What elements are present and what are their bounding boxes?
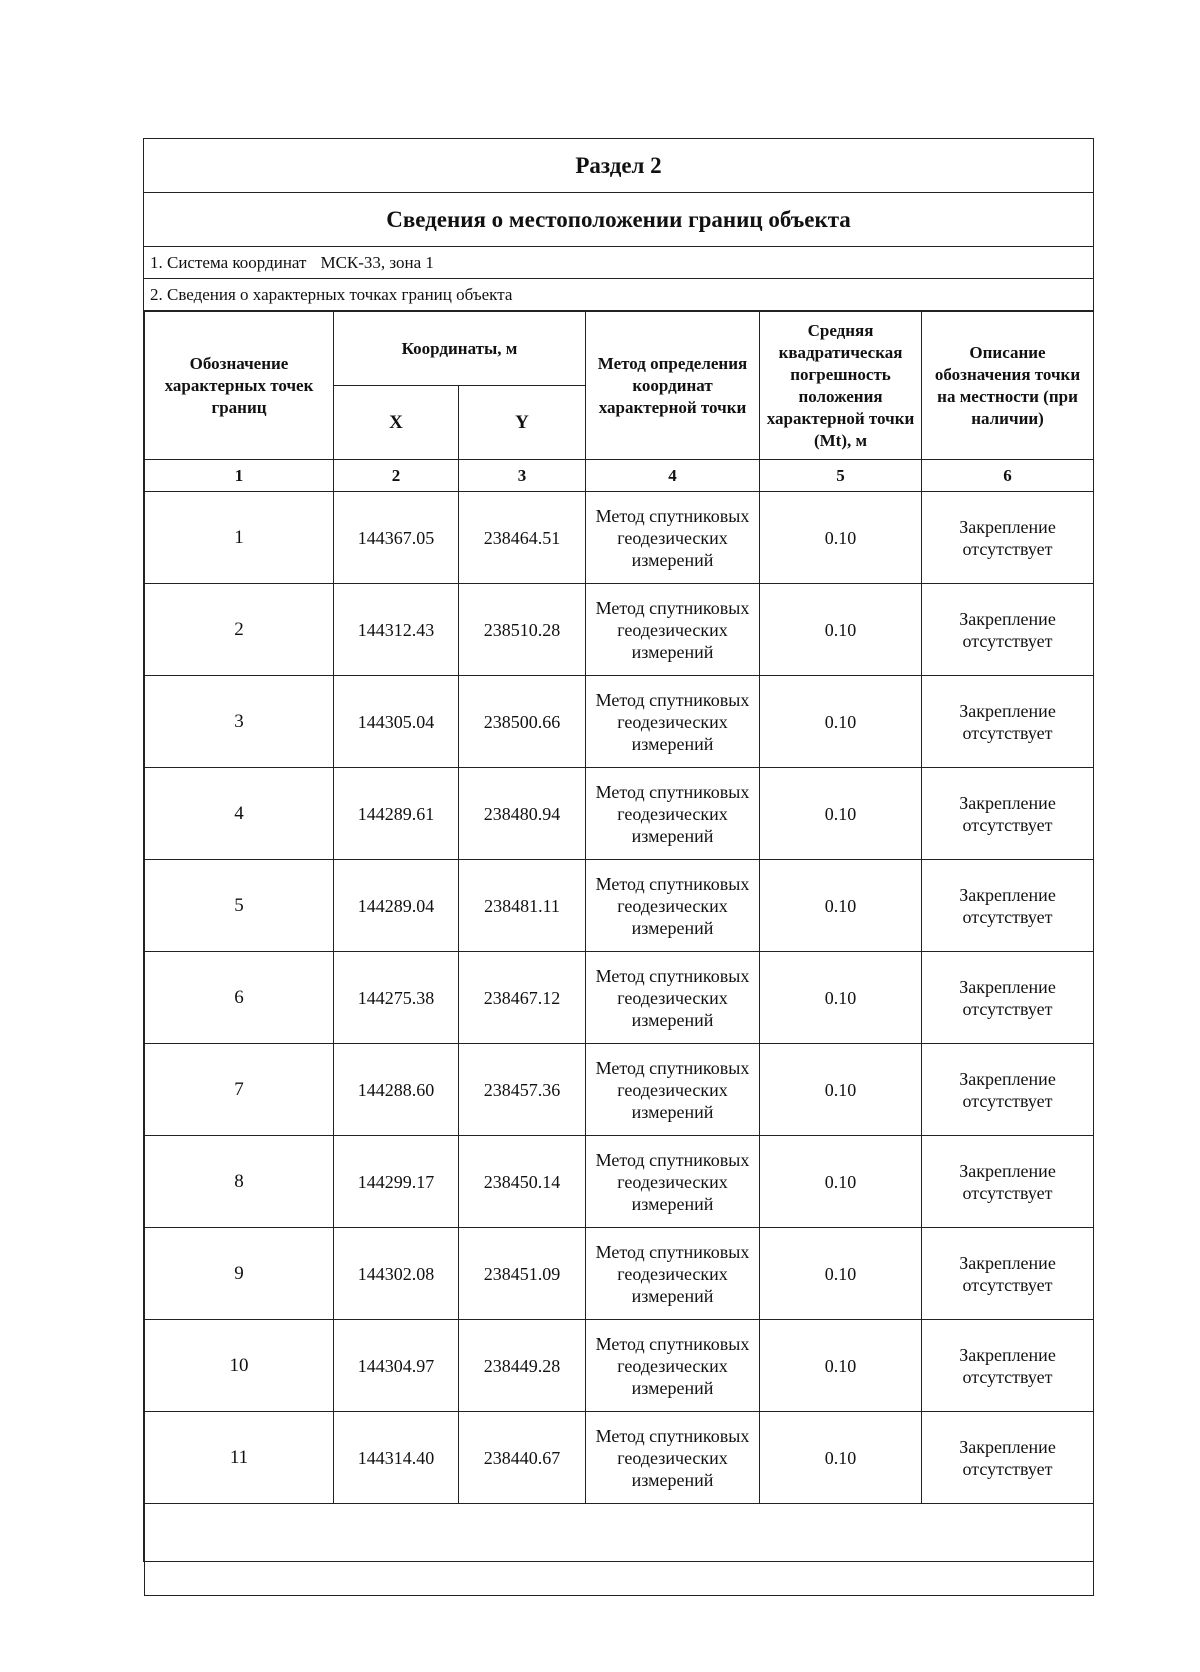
point-method: Метод спутниковых геодезических измерений <box>586 768 760 860</box>
col-y-header: Y <box>459 386 586 460</box>
empty-footer-row <box>145 1504 1094 1596</box>
point-method: Метод спутниковых геодезических измерений <box>586 676 760 768</box>
points-table-header <box>145 312 1094 492</box>
column-number: 4 <box>586 460 760 492</box>
col-description-header: Описание обозначения точки на местности (при наличии) <box>922 312 1094 460</box>
point-accuracy: 0.10 <box>760 1044 922 1136</box>
col-method-header: Метод определения координат характерной точки <box>586 312 760 460</box>
point-x: 144275.38 <box>334 952 459 1044</box>
column-number: 6 <box>922 460 1094 492</box>
point-x: 144288.60 <box>334 1044 459 1136</box>
table-row <box>145 860 1094 952</box>
point-accuracy: 0.10 <box>760 1136 922 1228</box>
point-accuracy: 0.10 <box>760 768 922 860</box>
points-table-body <box>145 492 1094 1596</box>
point-y: 238481.11 <box>459 860 586 952</box>
point-id: 3 <box>145 676 334 768</box>
point-method: Метод спутниковых геодезических измерений <box>586 1320 760 1412</box>
column-number: 5 <box>760 460 922 492</box>
column-number: 1 <box>145 460 334 492</box>
point-description: Закрепление отсутствует <box>922 1320 1094 1412</box>
point-y: 238451.09 <box>459 1228 586 1320</box>
point-x: 144304.97 <box>334 1320 459 1412</box>
point-x: 144367.05 <box>334 492 459 584</box>
point-y: 238457.36 <box>459 1044 586 1136</box>
point-method: Метод спутниковых геодезических измерений <box>586 492 760 584</box>
point-id: 4 <box>145 768 334 860</box>
point-y: 238449.28 <box>459 1320 586 1412</box>
col-x-header: X <box>334 386 459 460</box>
point-accuracy: 0.10 <box>760 952 922 1044</box>
table-row <box>145 768 1094 860</box>
table-row <box>145 492 1094 584</box>
point-accuracy: 0.10 <box>760 1228 922 1320</box>
point-y: 238480.94 <box>459 768 586 860</box>
point-description: Закрепление отсутствует <box>922 768 1094 860</box>
coordinate-system-value: МСК-33, зона 1 <box>320 252 434 272</box>
point-id: 2 <box>145 584 334 676</box>
point-id: 1 <box>145 492 334 584</box>
point-id: 5 <box>145 860 334 952</box>
point-method: Метод спутниковых геодезических измерений <box>586 952 760 1044</box>
point-x: 144312.43 <box>334 584 459 676</box>
point-x: 144289.04 <box>334 860 459 952</box>
table-row <box>145 1320 1094 1412</box>
point-id: 8 <box>145 1136 334 1228</box>
table-row <box>145 584 1094 676</box>
point-method: Метод спутниковых геодезических измерений <box>586 584 760 676</box>
point-x: 144299.17 <box>334 1136 459 1228</box>
boundary-document <box>143 138 1094 1562</box>
column-number: 3 <box>459 460 586 492</box>
section-title: Раздел 2 <box>144 139 1093 193</box>
points-table <box>144 311 1094 1596</box>
column-number: 2 <box>334 460 459 492</box>
point-method: Метод спутниковых геодезических измерений <box>586 860 760 952</box>
point-x: 144289.61 <box>334 768 459 860</box>
point-method: Метод спутниковых геодезических измерений <box>586 1412 760 1504</box>
coordinate-system-line <box>144 247 1093 279</box>
point-id: 6 <box>145 952 334 1044</box>
point-description: Закрепление отсутствует <box>922 860 1094 952</box>
col-coordinates-header: Координаты, м <box>334 312 586 386</box>
point-description: Закрепление отсутствует <box>922 584 1094 676</box>
table-row <box>145 1412 1094 1504</box>
point-description: Закрепление отсутствует <box>922 676 1094 768</box>
point-y: 238450.14 <box>459 1136 586 1228</box>
page-title: Сведения о местоположении границ объекта <box>144 193 1093 247</box>
column-number-row <box>145 460 1094 492</box>
point-accuracy: 0.10 <box>760 492 922 584</box>
point-description: Закрепление отсутствует <box>922 952 1094 1044</box>
point-description: Закрепление отсутствует <box>922 1136 1094 1228</box>
point-method: Метод спутниковых геодезических измерений <box>586 1228 760 1320</box>
point-accuracy: 0.10 <box>760 1320 922 1412</box>
point-id: 9 <box>145 1228 334 1320</box>
point-y: 238510.28 <box>459 584 586 676</box>
table-row <box>145 952 1094 1044</box>
table-row <box>145 1044 1094 1136</box>
point-method: Метод спутниковых геодезических измерений <box>586 1044 760 1136</box>
table-row <box>145 676 1094 768</box>
point-accuracy: 0.10 <box>760 1412 922 1504</box>
point-y: 238500.66 <box>459 676 586 768</box>
point-description: Закрепление отсутствует <box>922 492 1094 584</box>
point-y: 238467.12 <box>459 952 586 1044</box>
point-description: Закрепление отсутствует <box>922 1412 1094 1504</box>
point-id: 11 <box>145 1412 334 1504</box>
point-x: 144305.04 <box>334 676 459 768</box>
points-section-title: 2. Сведения о характерных точках границ объекта <box>144 279 1093 311</box>
point-y: 238440.67 <box>459 1412 586 1504</box>
point-method: Метод спутниковых геодезических измерений <box>586 1136 760 1228</box>
point-x: 144302.08 <box>334 1228 459 1320</box>
point-description: Закрепление отсутствует <box>922 1044 1094 1136</box>
point-id: 7 <box>145 1044 334 1136</box>
point-id: 10 <box>145 1320 334 1412</box>
table-row <box>145 1136 1094 1228</box>
point-accuracy: 0.10 <box>760 676 922 768</box>
table-row <box>145 1228 1094 1320</box>
point-y: 238464.51 <box>459 492 586 584</box>
col-accuracy-header: Средняя квадратическая погрешность положения характерной точки (Mt), м <box>760 312 922 460</box>
point-accuracy: 0.10 <box>760 584 922 676</box>
point-accuracy: 0.10 <box>760 860 922 952</box>
point-x: 144314.40 <box>334 1412 459 1504</box>
col-designation-header: Обозначение характерных точек границ <box>145 312 334 460</box>
point-description: Закрепление отсутствует <box>922 1228 1094 1320</box>
empty-footer-cell <box>145 1504 1094 1596</box>
coordinate-system-label: 1. Система координат <box>150 252 307 272</box>
